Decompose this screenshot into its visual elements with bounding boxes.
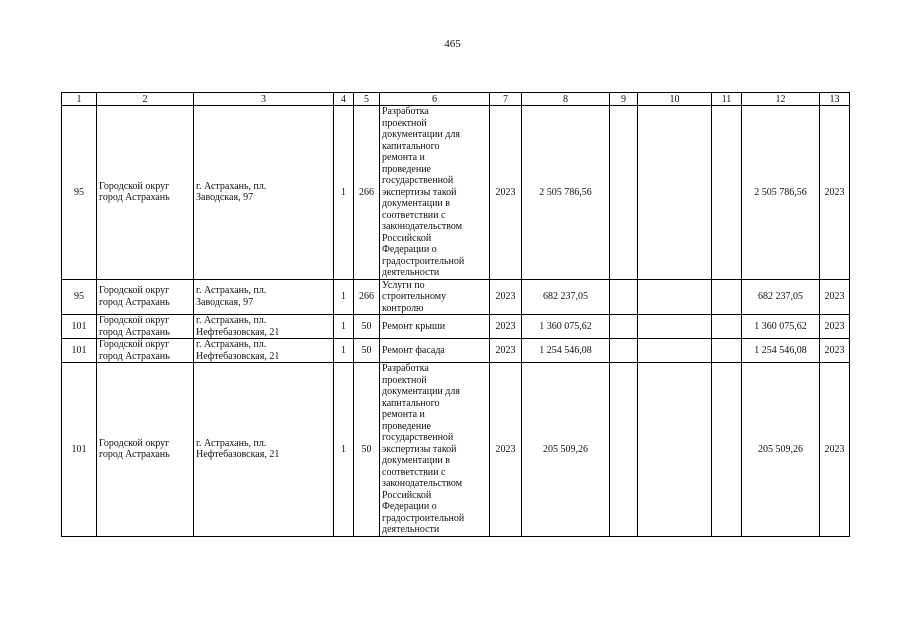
work-type-cell-line: экспертизы такой bbox=[382, 443, 457, 455]
col13-year-cell: 2023 bbox=[820, 315, 850, 339]
municipality-cell-line: Городской округ bbox=[99, 180, 170, 192]
year-cell: 2023 bbox=[490, 279, 522, 315]
work-type-cell-line: Ремонт фасада bbox=[382, 344, 445, 356]
col4-cell: 1 bbox=[334, 363, 354, 537]
col4-cell: 1 bbox=[334, 279, 354, 315]
municipality-cell bbox=[97, 363, 194, 537]
header-cell: 12 bbox=[742, 93, 820, 106]
column-number-header-row bbox=[62, 93, 850, 106]
work-type-cell-line: Федерации о bbox=[382, 244, 437, 255]
work-type-cell-line: ремонта и bbox=[382, 409, 425, 420]
col11-cell bbox=[712, 363, 742, 537]
municipality-cell-line: Городской округ bbox=[99, 339, 170, 350]
municipality-cell-line: город Астрахань bbox=[99, 296, 170, 308]
municipality-cell-line: Городской округ bbox=[99, 285, 170, 297]
total-cost-cell: 205 509,26 bbox=[522, 363, 610, 537]
work-type-cell bbox=[380, 339, 490, 363]
capital-repair-table bbox=[61, 92, 850, 537]
header-cell: 11 bbox=[712, 93, 742, 106]
header-cell: 3 bbox=[194, 93, 334, 106]
row-number-cell: 101 bbox=[62, 315, 97, 339]
work-type-cell-line: Российской bbox=[382, 489, 432, 501]
col12-amount-cell: 2 505 786,56 bbox=[742, 106, 820, 280]
work-type-cell-line: проведение bbox=[382, 420, 431, 432]
col5-cell: 50 bbox=[354, 315, 380, 339]
row-number-cell: 101 bbox=[62, 339, 97, 363]
col9-cell bbox=[610, 279, 638, 315]
year-cell: 2023 bbox=[490, 363, 522, 537]
work-type-cell bbox=[380, 279, 490, 315]
col4-cell: 1 bbox=[334, 315, 354, 339]
work-type-cell-line: Российской bbox=[382, 232, 432, 244]
total-cost-cell: 1 254 546,08 bbox=[522, 339, 610, 363]
work-type-cell-line: проведение bbox=[382, 163, 431, 175]
header-cell: 5 bbox=[354, 93, 380, 106]
work-type-cell-line: законодательством bbox=[382, 478, 463, 489]
col5-cell: 266 bbox=[354, 106, 380, 280]
col9-cell bbox=[610, 106, 638, 280]
work-type-cell-line: государственной bbox=[382, 432, 454, 443]
work-type-cell-line: документации для bbox=[382, 129, 460, 140]
address-cell-line: г. Астрахань, пл. bbox=[196, 180, 267, 192]
col12-amount-cell: 1 254 546,08 bbox=[742, 339, 820, 363]
col9-cell bbox=[610, 339, 638, 363]
work-type-cell-line: проектной bbox=[382, 117, 427, 129]
header-cell: 9 bbox=[610, 93, 638, 106]
work-type-cell-line: градостроительной bbox=[382, 255, 465, 267]
work-type-cell-line: Разработка bbox=[382, 106, 429, 117]
col12-amount-cell: 205 509,26 bbox=[742, 363, 820, 537]
work-type-cell-line: контролю bbox=[382, 302, 424, 314]
municipality-cell-line: Городской округ bbox=[99, 437, 170, 449]
col13-year-cell: 2023 bbox=[820, 106, 850, 280]
work-type-cell bbox=[380, 106, 490, 280]
work-type-cell-line: Федерации о bbox=[382, 501, 437, 512]
col9-cell bbox=[610, 363, 638, 537]
col12-amount-cell: 682 237,05 bbox=[742, 279, 820, 315]
work-type-cell-line: проектной bbox=[382, 374, 427, 386]
col11-cell bbox=[712, 315, 742, 339]
header-cell: 13 bbox=[820, 93, 850, 106]
municipality-cell bbox=[97, 279, 194, 315]
address-cell bbox=[194, 363, 334, 537]
work-type-cell-line: капитального bbox=[382, 140, 440, 152]
municipality-cell bbox=[97, 106, 194, 280]
col5-cell: 266 bbox=[354, 279, 380, 315]
table-row bbox=[62, 363, 850, 537]
work-type-cell-line: деятельности bbox=[382, 267, 440, 278]
work-type-cell-line: государственной bbox=[382, 175, 454, 186]
municipality-cell bbox=[97, 339, 194, 363]
col11-cell bbox=[712, 339, 742, 363]
address-cell-line: г. Астрахань, пл. bbox=[196, 339, 267, 350]
col9-cell bbox=[610, 315, 638, 339]
row-number-cell: 101 bbox=[62, 363, 97, 537]
year-cell: 2023 bbox=[490, 106, 522, 280]
col13-year-cell: 2023 bbox=[820, 363, 850, 537]
work-type-cell-line: документации для bbox=[382, 386, 460, 397]
address-cell bbox=[194, 315, 334, 339]
col10-cell bbox=[638, 279, 712, 315]
address-cell bbox=[194, 339, 334, 363]
header-cell: 1 bbox=[62, 93, 97, 106]
work-type-cell-line: строительному bbox=[382, 291, 447, 302]
row-number-cell: 95 bbox=[62, 106, 97, 280]
address-cell-line: г. Астрахань, пл. bbox=[196, 285, 267, 297]
year-cell: 2023 bbox=[490, 315, 522, 339]
col4-cell: 1 bbox=[334, 106, 354, 280]
work-type-cell bbox=[380, 363, 490, 537]
col4-cell: 1 bbox=[334, 339, 354, 363]
work-type-cell-line: документации в bbox=[382, 455, 450, 466]
work-type-cell-line: соответствии с bbox=[382, 466, 446, 478]
table-row bbox=[62, 106, 850, 280]
address-cell bbox=[194, 279, 334, 315]
header-cell: 2 bbox=[97, 93, 194, 106]
work-type-cell-line: градостроительной bbox=[382, 512, 465, 524]
col10-cell bbox=[638, 315, 712, 339]
header-cell: 7 bbox=[490, 93, 522, 106]
col13-year-cell: 2023 bbox=[820, 339, 850, 363]
table-row bbox=[62, 339, 850, 363]
total-cost-cell: 1 360 075,62 bbox=[522, 315, 610, 339]
address-cell-line: Нефтебазовская, 21 bbox=[196, 449, 280, 461]
municipality-cell-line: город Астрахань bbox=[99, 449, 170, 461]
address-cell-line: Нефтебазовская, 21 bbox=[196, 326, 280, 338]
col11-cell bbox=[712, 279, 742, 315]
municipality-cell-line: город Астрахань bbox=[99, 350, 170, 362]
work-type-cell-line: законодательством bbox=[382, 221, 463, 232]
work-type-cell-line: экспертизы такой bbox=[382, 186, 457, 198]
address-cell-line: Нефтебазовская, 21 bbox=[196, 350, 280, 362]
total-cost-cell: 682 237,05 bbox=[522, 279, 610, 315]
municipality-cell-line: Городской округ bbox=[99, 315, 170, 326]
work-type-cell-line: соответствии с bbox=[382, 209, 446, 221]
col5-cell: 50 bbox=[354, 339, 380, 363]
municipality-cell-line: город Астрахань bbox=[99, 192, 170, 204]
work-type-cell-line: документации в bbox=[382, 198, 450, 209]
col13-year-cell: 2023 bbox=[820, 279, 850, 315]
col10-cell bbox=[638, 339, 712, 363]
header-cell: 4 bbox=[334, 93, 354, 106]
address-cell-line: г. Астрахань, пл. bbox=[196, 315, 267, 326]
col11-cell bbox=[712, 106, 742, 280]
address-cell-line: Заводская, 97 bbox=[196, 296, 254, 308]
header-cell: 10 bbox=[638, 93, 712, 106]
table-row bbox=[62, 315, 850, 339]
col10-cell bbox=[638, 106, 712, 280]
col5-cell: 50 bbox=[354, 363, 380, 537]
year-cell: 2023 bbox=[490, 339, 522, 363]
header-cell: 6 bbox=[380, 93, 490, 106]
address-cell-line: Заводская, 97 bbox=[196, 192, 254, 204]
work-type-cell-line: Разработка bbox=[382, 363, 429, 374]
municipality-cell-line: город Астрахань bbox=[99, 326, 170, 338]
municipality-cell bbox=[97, 315, 194, 339]
table-row bbox=[62, 279, 850, 315]
col12-amount-cell: 1 360 075,62 bbox=[742, 315, 820, 339]
address-cell bbox=[194, 106, 334, 280]
work-type-cell-line: ремонта и bbox=[382, 152, 425, 163]
work-type-cell-line: Ремонт крыши bbox=[382, 320, 446, 332]
page-number: 465 bbox=[444, 38, 461, 50]
row-number-cell: 95 bbox=[62, 279, 97, 315]
work-type-cell-line: капитального bbox=[382, 397, 440, 409]
header-cell: 8 bbox=[522, 93, 610, 106]
col10-cell bbox=[638, 363, 712, 537]
work-type-cell-line: Услуги по bbox=[382, 279, 425, 291]
work-type-cell-line: деятельности bbox=[382, 524, 440, 535]
work-type-cell bbox=[380, 315, 490, 339]
address-cell-line: г. Астрахань, пл. bbox=[196, 437, 267, 449]
total-cost-cell: 2 505 786,56 bbox=[522, 106, 610, 280]
